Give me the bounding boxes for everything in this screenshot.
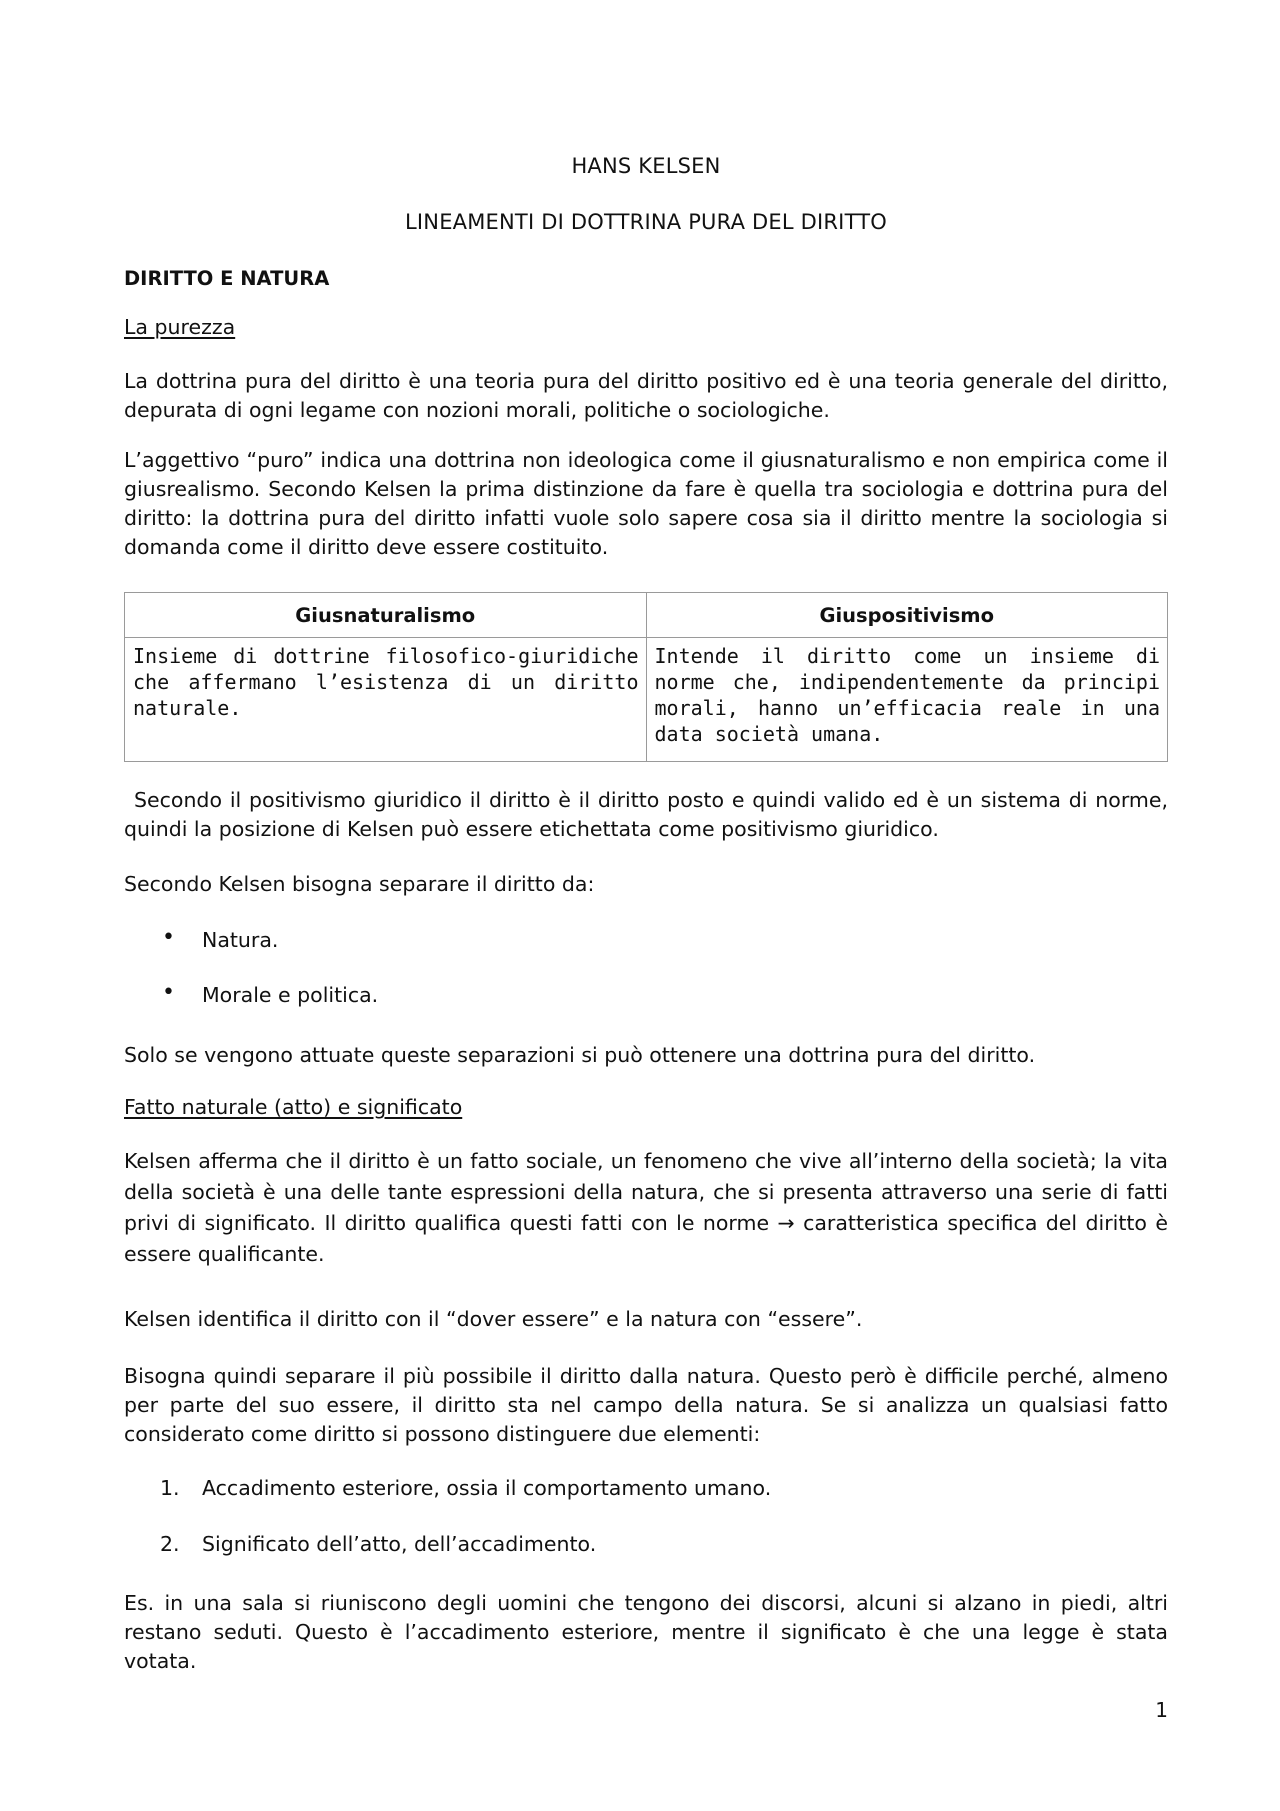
bullet-text: Morale e politica. (202, 983, 379, 1007)
list-item (124, 1532, 1168, 1562)
list-item (124, 980, 1168, 1013)
subheading-purezza (124, 315, 1168, 339)
paragraph-positivismo: Secondo il positivismo giuridico il diritto è il diritto posto e quindi valido ed è un sistema di norme, quindi la posizione di Kelsen può essere etichettata come positivismo giuridico. (124, 788, 1168, 841)
paragraph-separare: Secondo Kelsen bisogna separare il diritto da: (124, 872, 595, 896)
paragraph-aggettivo-puro: L’aggettivo “puro” indica una dottrina non ideologica come il giusnaturalismo e non empirica come il giusrealismo. Secondo Kelsen la prima distinzione da fare è quella tra sociologia e dottrina pura del diritto: la dottrina pura del diritto infatti vuole solo sapere cosa sia il diritto mentre la sociologia si domanda come il diritto deve essere costituito. (124, 448, 1168, 559)
comparison-table (124, 592, 1168, 762)
document-page (124, 0, 1168, 1811)
table-header-giuspositivismo: Giuspositivismo (646, 593, 1168, 638)
book-title: LINEAMENTI DI DOTTRINA PURA DEL DIRITTO (405, 210, 887, 234)
paragraph-purezza: La dottrina pura del diritto è una teoria pura del diritto positivo ed è una teoria generale del diritto, depurata di ogni legame con nozioni morali, politiche o sociologiche. (124, 369, 1168, 422)
list-text: Significato dell’atto, dell’accadimento. (202, 1532, 597, 1556)
section-heading: DIRITTO E NATURA (124, 267, 330, 290)
bullet-icon: • (162, 925, 175, 950)
list-item (124, 1476, 1168, 1506)
subheading-fatto-text: Fatto naturale (atto) e significato (124, 1095, 463, 1119)
paragraph-natura: Bisogna quindi separare il più possibile il diritto dalla natura. Questo però è difficile perché, almeno per parte del suo essere, il diritto sta nel campo della natura. Se si analizza un qualsiasi fatto considerato come diritto si possono distinguere due elementi: (124, 1364, 1168, 1446)
table-cell-giuspositivismo: Intende il diritto come un insieme di norme che, indipendentemente da principi morali, hanno un’efficacia reale in una data società umana. (646, 638, 1168, 762)
paragraph-fatto-sociale: Kelsen afferma che il diritto è un fatto sociale, un fenomeno che vive all’interno della società; la vita della società è una delle tante espressioni della natura, che si presenta attraverso una serie di fatti privi di significato. Il diritto qualifica questi fatti con le norme → caratteristica specifica del diritto è essere qualificante. (124, 1149, 1168, 1266)
bullet-icon: • (162, 980, 175, 1005)
author-heading: HANS KELSEN (571, 154, 721, 178)
table-cell-giusnaturalismo: Insieme di dottrine filosofico-giuridiche che affermano l’esistenza di un diritto naturale. (125, 638, 647, 762)
paragraph-dover-essere: Kelsen identifica il diritto con il “dover essere” e la natura con “essere”. (124, 1307, 863, 1331)
table-header-row (125, 593, 1168, 638)
list-item (124, 925, 1168, 958)
table-row (125, 638, 1168, 762)
bullet-text: Natura. (202, 928, 279, 952)
page-number: 1 (1155, 1698, 1168, 1722)
paragraph-separazioni: Solo se vengono attuate queste separazioni si può ottenere una dottrina pura del diritto. (124, 1043, 1036, 1067)
list-number: 2. (160, 1532, 180, 1556)
list-text: Accadimento esteriore, ossia il comportamento umano. (202, 1476, 772, 1500)
subheading-fatto (124, 1095, 1168, 1119)
table-header-giusnaturalismo: Giusnaturalismo (125, 593, 647, 638)
subheading-purezza-text: La purezza (124, 315, 236, 339)
list-number: 1. (160, 1476, 180, 1500)
paragraph-esempio: Es. in una sala si riuniscono degli uomini che tengono dei discorsi, alcuni si alzano in piedi, altri restano seduti. Questo è l’accadimento esteriore, mentre il significato è che una legge è stata votata. (124, 1591, 1168, 1673)
